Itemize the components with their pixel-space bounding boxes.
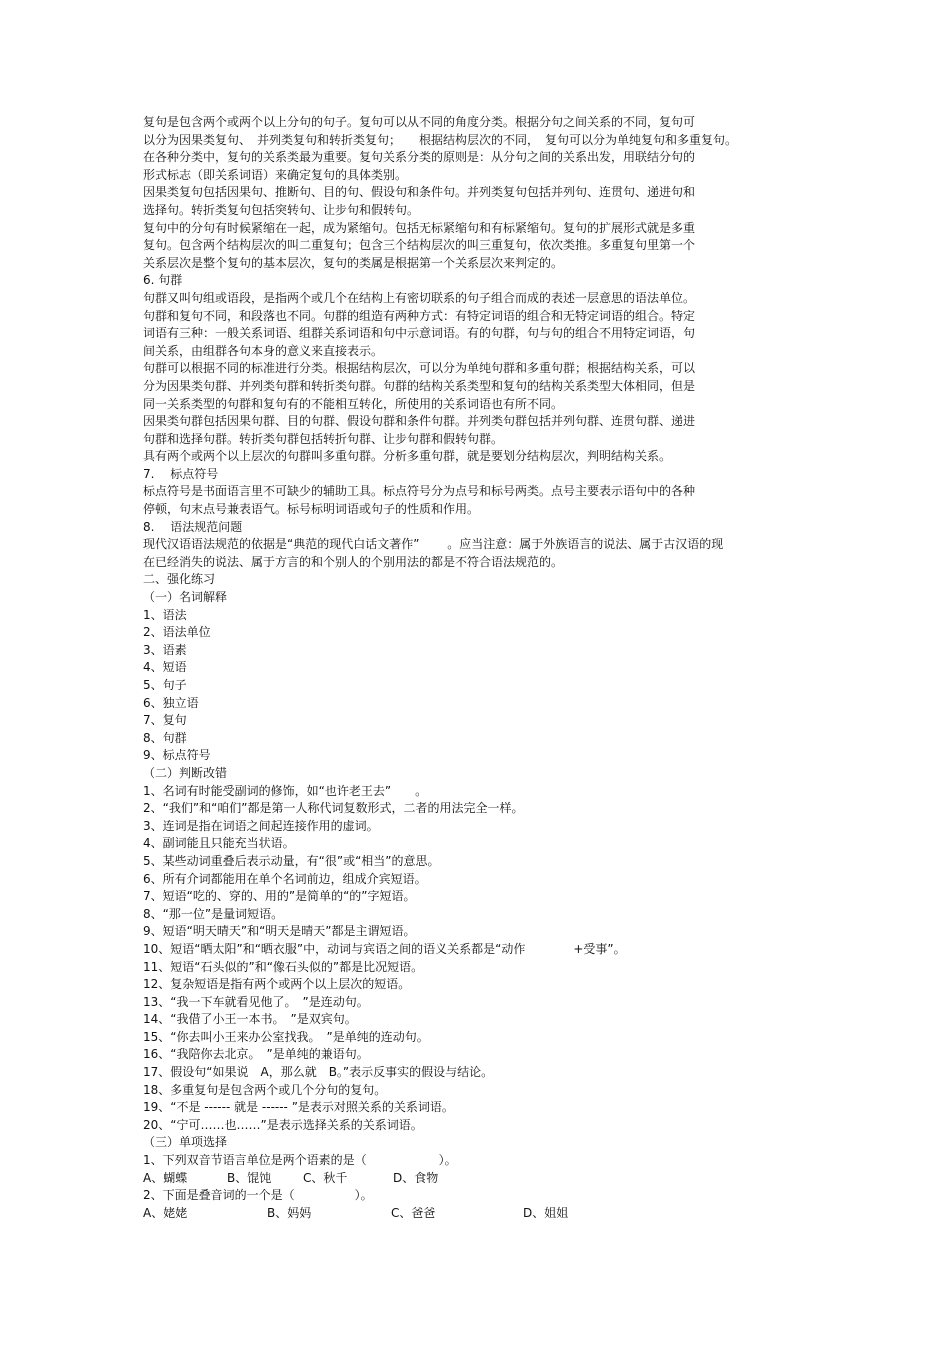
subsection-heading: （三）单项选择 — [143, 1135, 228, 1150]
list-item: 6、独立语 — [143, 695, 199, 710]
text-line: 关系层次是整个复句的基本层次，复句的类属是根据第一个关系层次来判定的。 — [143, 255, 564, 270]
option-c: C、爸爸 — [391, 1205, 436, 1220]
list-item: 8、句群 — [143, 730, 187, 745]
text-line: 现代汉语语法规范的依据是“典范的现代白话文著作” 。应当注意：属于外族语言的说法、属于古汉语的现 — [143, 537, 724, 552]
document-body — [143, 114, 803, 1222]
text-line: 选择句。转折类复句包括突转句、让步句和假转句。 — [143, 202, 420, 217]
text-line: 间关系，由组群各句本身的意义来直接表示。 — [143, 343, 384, 358]
list-item: 2、语法单位 — [143, 625, 211, 640]
text-line: 在各种分类中，复句的关系类最为重要。复句关系分类的原则是：从分句之间的关系出发，用联结分句的 — [143, 150, 696, 165]
option-d: D、食物 — [393, 1170, 439, 1185]
list-item: 4、短语 — [143, 660, 187, 675]
section-punctuation — [143, 466, 803, 519]
list-item: 11、短语“石头似的”和“像石头似的”都是比况短语。 — [143, 959, 424, 974]
question-stem: 1、下列双音节语言单位是两个语素的是（ ）。 — [143, 1153, 457, 1168]
list-item: 20、“宁可……也……”是表示选择关系的关系词语。 — [143, 1117, 423, 1132]
question-options — [143, 1205, 803, 1223]
intro-paragraph — [143, 114, 803, 272]
list-item: 5、句子 — [143, 678, 187, 692]
text-line: 复句。包含两个结构层次的叫二重复句；包含三个结构层次的叫三重复句，依次类推。多重复句里第一个 — [143, 238, 696, 253]
text-line: 因果类复句包括因果句、推断句、目的句、假设句和条件句。并列类复句包括并列句、连贯句、递进句和 — [143, 185, 696, 200]
list-item: 1、语法 — [143, 607, 187, 622]
text-line: 因果类句群包括因果句群、目的句群、假设句群和条件句群。并列类句群包括并列句群、连贯句群、递进 — [143, 414, 696, 429]
text-line: 句群和选择句群。转折类句群包括转折句群、让步句群和假转句群。 — [143, 431, 504, 446]
list-item: 12、复杂短语是指有两个或两个以上层次的短语。 — [143, 977, 411, 992]
question-stem: 2、下面是叠音词的一个是（ ）。 — [143, 1188, 373, 1203]
option-c: C、秋千 — [303, 1170, 348, 1185]
text-line: 形式标志（即关系词语）来确定复句的具体类别。 — [143, 167, 408, 182]
list-item: 15、“你去叫小王来办公室找我。 ”是单纯的连动句。 — [143, 1029, 429, 1044]
option-a: A、蝴蝶 — [143, 1170, 188, 1185]
list-item: 1、名词有时能受副词的修饰，如“也许老王去” 。 — [143, 783, 428, 798]
list-item: 3、连词是指在词语之间起连接作用的虚词。 — [143, 818, 379, 833]
list-item: 7、短语“吃的、穿的、用的”是简单的“的”字短语。 — [143, 889, 416, 904]
list-item: 4、副词能且只能充当状语。 — [143, 836, 295, 851]
option-d: D、姐姐 — [523, 1205, 569, 1220]
list-item: 8、“那一位”是量词短语。 — [143, 906, 284, 921]
text-line: 句群又叫句组或语段，是指两个或几个在结构上有密切联系的句子组合而成的表述一层意思的语法单位。 — [143, 290, 696, 305]
list-item: 2、“我们”和“咱们”都是第一人称代词复数形式，二者的用法完全一样。 — [143, 801, 524, 816]
text-line: 同一关系类型的句群和复句有的不能相互转化，所使用的关系词语也有所不同。 — [143, 396, 564, 411]
question-options — [143, 1170, 803, 1188]
list-item: 3、语素 — [143, 642, 187, 657]
text-line: 以分为因果类复句、 并列类复句和转折类复句； 根据结构层次的不同， 复句可以分为单纯复句和多重复句。 — [143, 132, 738, 147]
option-b: B、妈妈 — [267, 1205, 312, 1220]
section-heading: 7. 标点符号 — [143, 466, 219, 481]
text-line: 句群可以根据不同的标准进行分类。根据结构层次，可以分为单纯句群和多重句群；根据结构关系，可以 — [143, 361, 696, 376]
list-item: 19、“不是 ------ 就是 ------ ”是表示对照关系的关系词语。 — [143, 1100, 454, 1115]
list-item: 9、短语“明天晴天”和“明天是晴天”都是主谓短语。 — [143, 924, 416, 939]
list-item: 18、多重复句是包含两个或几个分句的复句。 — [143, 1082, 387, 1097]
list-item: 7、复句 — [143, 713, 187, 728]
text-line: 分为因果类句群、并列类句群和转折类句群。句群的结构关系类型和复句的结构关系类型大体相同，但是 — [143, 378, 696, 393]
section-sentence-group — [143, 272, 803, 466]
list-item: 13、“我一下车就看见他了。 ”是连动句。 — [143, 994, 369, 1009]
list-item: 14、“我借了小王一本书。 ”是双宾句。 — [143, 1012, 357, 1027]
text-line: 复句中的分句有时候紧缩在一起，成为紧缩句。包括无标紧缩句和有标紧缩句。复句的扩展形式就是多重 — [143, 220, 696, 235]
text-line: 在已经消失的说法、属于方言的和个别人的个别用法的都是不符合语法规范的。 — [143, 554, 564, 569]
text-line: 词语有三种：一般关系词语、组群关系词语和句中示意词语。有的句群，句与句的组合不用特定词语，句 — [143, 326, 696, 341]
subsection-heading: （一）名词解释 — [143, 590, 228, 605]
text-line: 句群和复句不同，和段落也不同。句群的组造有两种方式：有特定词语的组合和无特定词语的组合。特定 — [143, 308, 696, 323]
option-a: A、姥姥 — [143, 1205, 188, 1220]
list-item: 9、标点符号 — [143, 748, 211, 763]
text-line: 标点符号是书面语言里不可缺少的辅助工具。标点符号分为点号和标号两类。点号主要表示语句中的各种 — [143, 484, 696, 499]
section-heading: 6. 句群 — [143, 273, 183, 288]
section-heading: 8. 语法规范问题 — [143, 519, 243, 534]
part-heading: 二、强化练习 — [143, 572, 216, 587]
text-line: 具有两个或两个以上层次的句群叫多重句群。分析多重句群，就是要划分结构层次，判明结构关系。 — [143, 449, 672, 464]
list-item: 10、短语“晒太阳”和“晒衣服”中，动词与宾语之间的语义关系都是“动作 +受事”。 — [143, 941, 626, 956]
option-b: B、馄饨 — [227, 1170, 272, 1185]
section-grammar-norms — [143, 519, 803, 572]
exercises-section — [143, 571, 803, 1222]
text-line: 复句是包含两个或两个以上分句的句子。复句可以从不同的角度分类。根据分句之间关系的不同，复句可 — [143, 115, 696, 129]
list-item: 6、所有介词都能用在单个名词前边，组成介宾短语。 — [143, 871, 427, 886]
list-item: 5、某些动词重叠后表示动量，有“很”或“相当”的意思。 — [143, 853, 440, 868]
subsection-heading: （二）判断改错 — [143, 765, 228, 780]
text-line: 停顿，句末点号兼表语气。标号标明词语或句子的性质和作用。 — [143, 502, 480, 517]
list-item: 16、“我陪你去北京。 ”是单纯的兼语句。 — [143, 1047, 369, 1062]
list-item: 17、假设句“如果说 A，那么就 B。”表示反事实的假设与结论。 — [143, 1065, 494, 1080]
